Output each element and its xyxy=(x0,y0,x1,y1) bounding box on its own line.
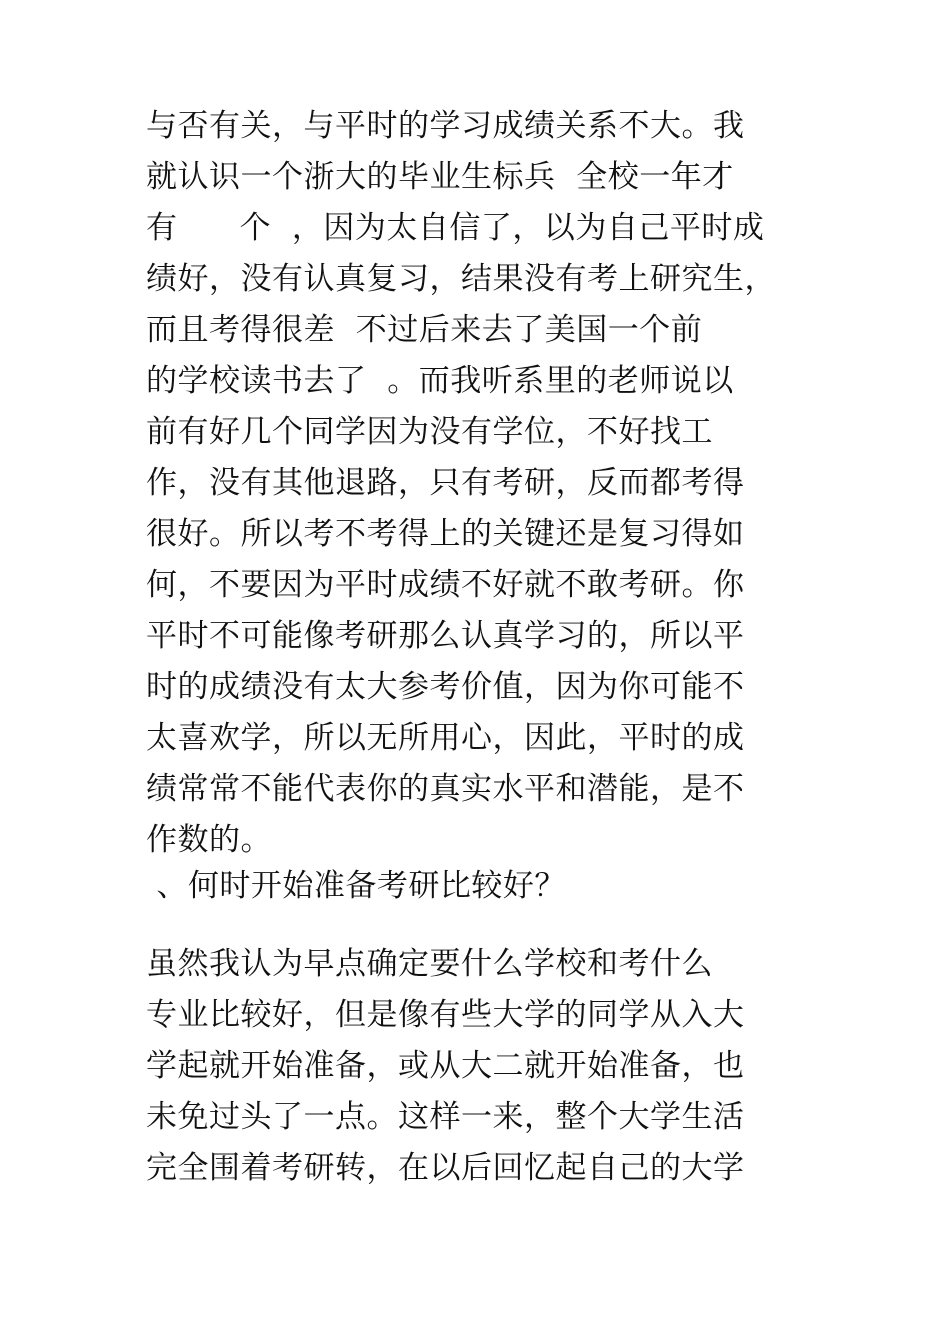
paragraph-line: 绩常常不能代表你的真实水平和潜能，是不 xyxy=(146,771,745,807)
paragraph-line: 学起就开始准备，或从大二就开始准备，也 xyxy=(146,1048,745,1084)
paragraph-line: 专业比较好，但是像有些大学的同学从入大 xyxy=(146,997,745,1033)
paragraph-line: 作，没有其他退路，只有考研，反而都考得 xyxy=(146,465,745,501)
paragraph-line: 时的成绩没有太大参考价值，因为你可能不 xyxy=(146,669,745,705)
paragraph-line: 很好。所以考不考得上的关键还是复习得如 xyxy=(146,516,745,552)
paragraph-line: 完全围着考研转，在以后回忆起自己的大学 xyxy=(146,1150,745,1186)
paragraph-line: 作数的。 xyxy=(146,822,272,858)
paragraph-line: 的学校读书去了 。而我听系里的老师说以 xyxy=(146,363,734,399)
paragraph-line: 与否有关，与平时的学习成绩关系不大。我 xyxy=(146,108,745,144)
paragraph-line: 虽然我认为早点确定要什么学校和考什么 xyxy=(146,946,713,982)
section-heading-text: 、何时开始准备考研比较好？ xyxy=(146,868,566,904)
body-paragraph xyxy=(146,939,826,1194)
paragraph-line: 而且考得很差 不过后来去了美国一个前 xyxy=(146,312,703,348)
paragraph-line: 有 个 ，因为太自信了，以为自己平时成 xyxy=(146,210,765,246)
paragraph-line: 太喜欢学，所以无所用心，因此，平时的成 xyxy=(146,720,745,756)
paragraph-line: 何，不要因为平时成绩不好就不敢考研。你 xyxy=(146,567,745,603)
paragraph-line: 平时不可能像考研那么认真学习的，所以平 xyxy=(146,618,745,654)
paragraph-line: 前有好几个同学因为没有学位，不好找工 xyxy=(146,414,713,450)
paragraph-line: 未免过头了一点。这样一来，整个大学生活 xyxy=(146,1099,745,1135)
paragraph-line: 绩好，没有认真复习，结果没有考上研究生， xyxy=(146,261,776,297)
body-paragraph xyxy=(146,101,826,866)
paragraph-line: 就认识一个浙大的毕业生标兵 全校一年才 xyxy=(146,159,734,195)
section-heading xyxy=(146,861,826,912)
